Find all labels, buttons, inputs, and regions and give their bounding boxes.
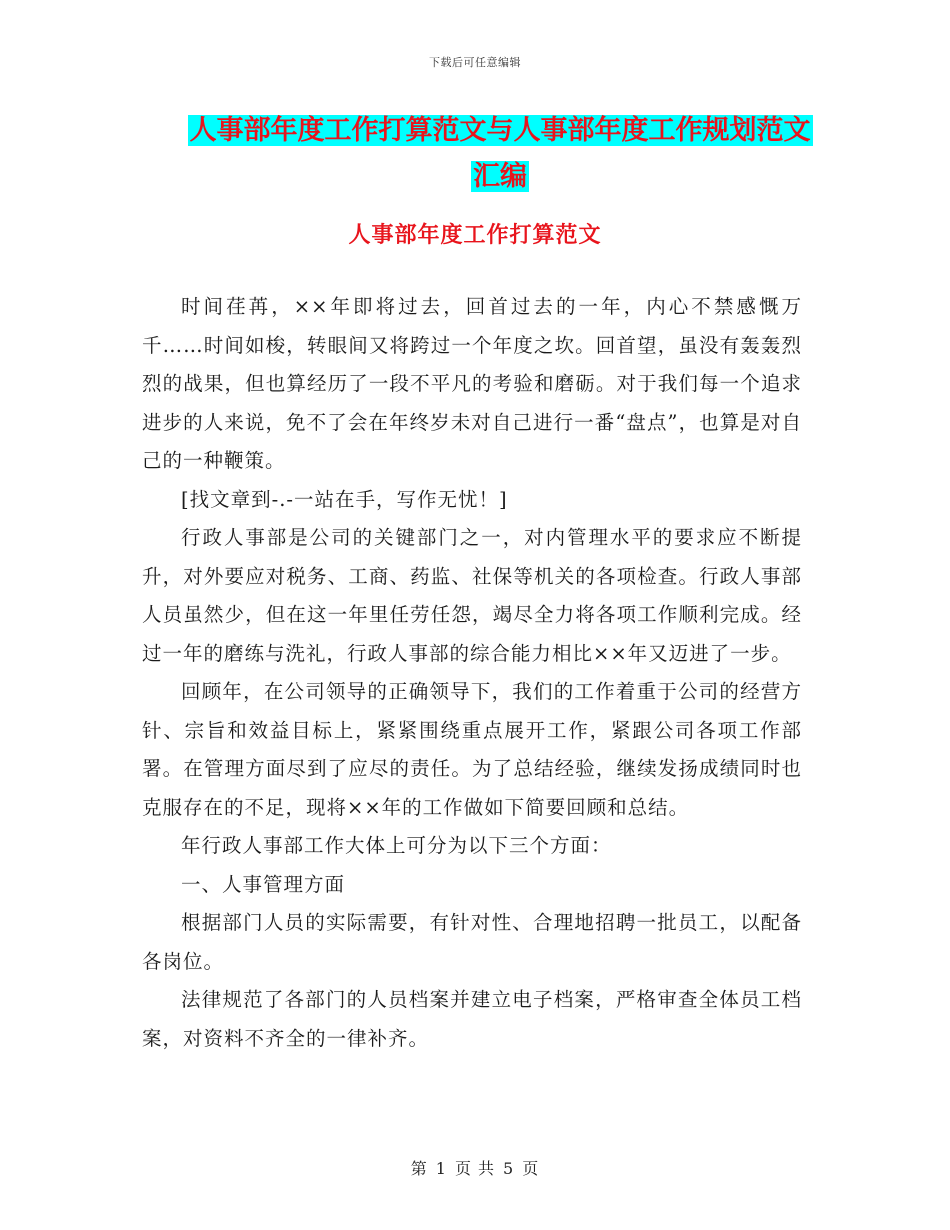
document-title-line1: 人事部年度工作打算范文与人事部年度工作规划范文 — [189, 115, 811, 146]
section-title: 人事部年度工作打算范文 — [348, 222, 602, 248]
document-title-line2: 汇编 — [473, 161, 527, 192]
paragraph: 根据部门人员的实际需要，有针对性、合理地招聘一批员工，以配备各岗位。 — [142, 911, 802, 973]
paragraph: 行政人事部是公司的关键部门之一，对内管理水平的要求应不断提升，对外要应对税务、工商、药监、社保等机关的各项检查。行政人事部人员虽然少，但在这一年里任劳任怨，竭尽全力将各项工作顺利完成。经过一年的磨练与洗礼，行政人事部的综合能力相比××年又迈进了一步。 — [142, 526, 802, 665]
header-note: 下载后可任意编辑 — [429, 56, 521, 69]
paragraph: 时间荏苒，××年即将过去，回首过去的一年，内心不禁感慨万千……时间如梭，转眼间又将跨过一个年度之坎。回首望，虽没有轰轰烈烈的战果，但也算经历了一段不平凡的考验和磨砺。对于我们每一个追求进步的人来说，免不了会在年终岁未对自己进行一番“盘点”，也算是对自己的一种鞭策。 — [142, 295, 802, 472]
paragraph: 法律规范了各部门的人员档案并建立电子档案，严格审查全体员工档案，对资料不齐全的一律补齐。 — [142, 988, 802, 1050]
footer-prefix: 第 — [410, 1159, 428, 1178]
paragraph: 回顾年，在公司领导的正确领导下，我们的工作着重于公司的经营方针、宗旨和效益目标上，紧紧围绕重点展开工作，紧跟公司各项工作部署。在管理方面尽到了应尽的责任。为了总结经验，继续发扬成绩同时也克服存在的不足，现将××年的工作做如下简要回顾和总结。 — [142, 680, 802, 819]
total-pages: 5 — [503, 1159, 515, 1178]
current-page-number: 1 — [435, 1159, 447, 1178]
paragraph: 年行政人事部工作大体上可分为以下三个方面： — [181, 834, 612, 857]
page-footer — [0, 1156, 950, 1179]
footer-mid: 页 共 — [454, 1159, 496, 1178]
paragraph: [找文章到-.-一站在手，写作无忧！] — [181, 487, 508, 511]
document-title — [140, 108, 860, 200]
body-text — [142, 288, 802, 1058]
paragraph: 一、人事管理方面 — [181, 872, 346, 896]
footer-suffix: 页 — [522, 1159, 540, 1178]
